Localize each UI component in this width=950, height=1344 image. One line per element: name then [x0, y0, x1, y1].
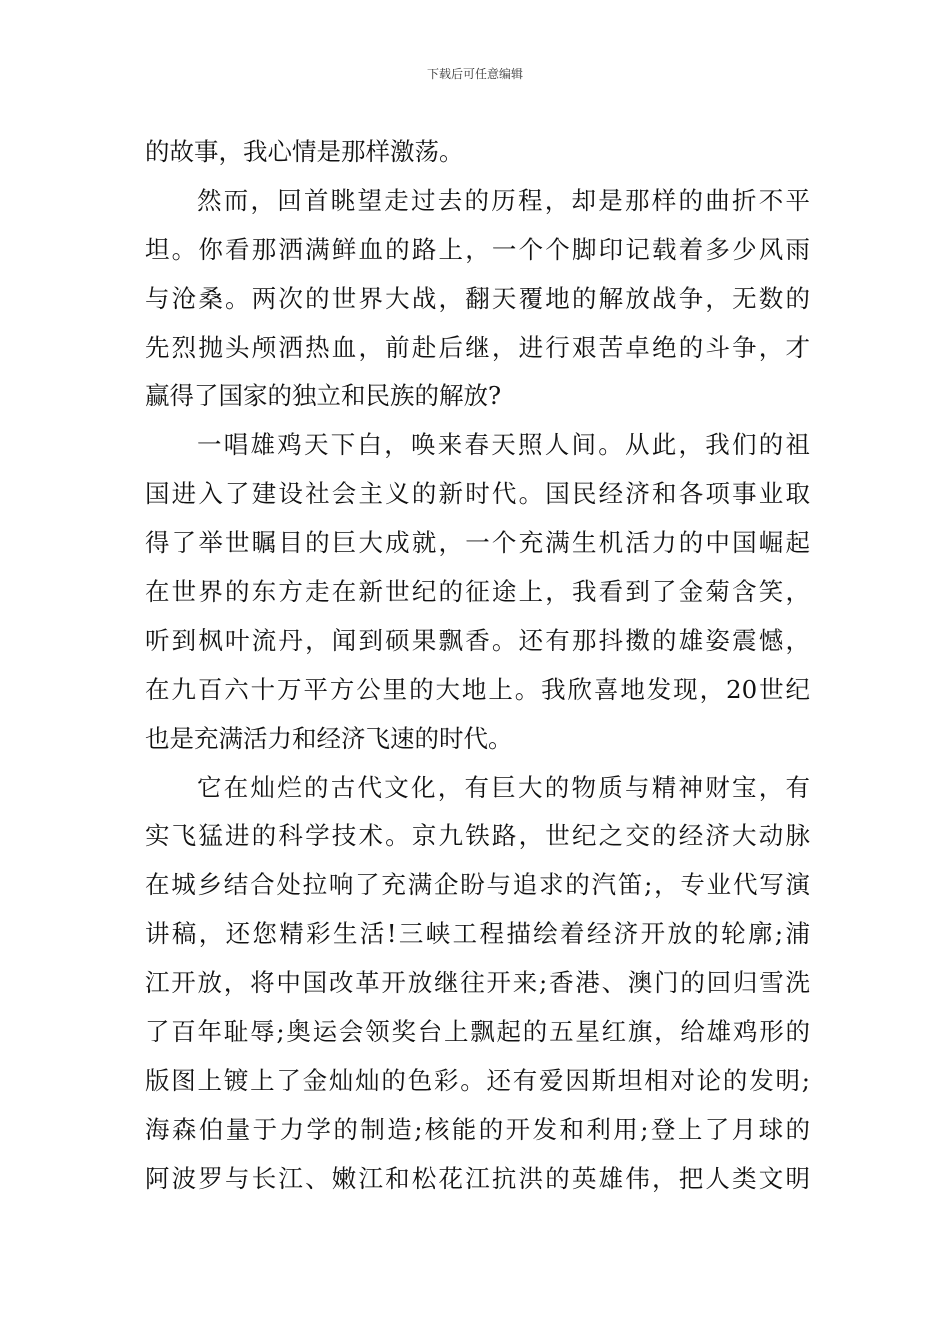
text-line: 听到枫叶流丹，闻到硕果飘香。还有那抖擞的雄姿震憾，: [145, 625, 810, 655]
text-line: 江开放，将中国改革开放继往开来;香港、澳门的回归雪洗: [145, 968, 810, 998]
text-line: 赢得了国家的独立和民族的解放?: [145, 381, 502, 411]
text-line: 一唱雄鸡天下白，唤来春天照人间。从此，我们的祖: [197, 430, 810, 460]
text-line: 了百年耻辱;奥运会领奖台上飘起的五星红旗，给雄鸡形的: [145, 1017, 810, 1047]
text-line: 得了举世瞩目的巨大成就，一个充满生机活力的中国崛起: [145, 528, 810, 558]
text-line: 阿波罗与长江、嫩江和松花江抗洪的英雄伟，把人类文明: [145, 1163, 810, 1193]
text-line: 在世界的东方走在新世纪的征途上，我看到了金菊含笑，: [145, 577, 810, 607]
text-line: 版图上镀上了金灿灿的色彩。还有爱因斯坦相对论的发明;: [145, 1065, 810, 1095]
text-line: 与沧桑。两次的世界大战，翻天覆地的解放战争，无数的: [145, 283, 810, 313]
body-text: [145, 128, 810, 1204]
text-line: 在九百六十万平方公里的大地上。我欣喜地发现，20世纪: [145, 674, 810, 704]
page-header: 下载后可任意编辑: [426, 67, 523, 81]
text-line: 在城乡结合处拉响了充满企盼与追求的汽笛;，专业代写演: [145, 870, 810, 900]
text-line: 讲稿，还您精彩生活!三峡工程描绘着经济开放的轮廓;浦: [145, 919, 810, 949]
text-line: 坦。你看那洒满鲜血的路上，一个个脚印记载着多少风雨: [145, 234, 810, 264]
text-line: 海森伯量于力学的制造;核能的开发和利用;登上了月球的: [145, 1114, 810, 1144]
text-line: 实飞猛进的科学技术。京九铁路，世纪之交的经济大动脉: [145, 821, 810, 851]
text-line: 国进入了建设社会主义的新时代。国民经济和各项事业取: [145, 479, 810, 509]
text-line: 也是充满活力和经济飞速的时代。: [145, 723, 513, 753]
text-line: 它在灿烂的古代文化，有巨大的物质与精神财宝，有: [197, 772, 810, 802]
text-line: 的故事，我心情是那样激荡。: [145, 137, 464, 166]
text-line: 先烈抛头颅洒热血，前赴后继，进行艰苦卓绝的斗争，才: [145, 332, 810, 362]
text-line: 然而，回首眺望走过去的历程，却是那样的曲折不平: [197, 185, 810, 215]
